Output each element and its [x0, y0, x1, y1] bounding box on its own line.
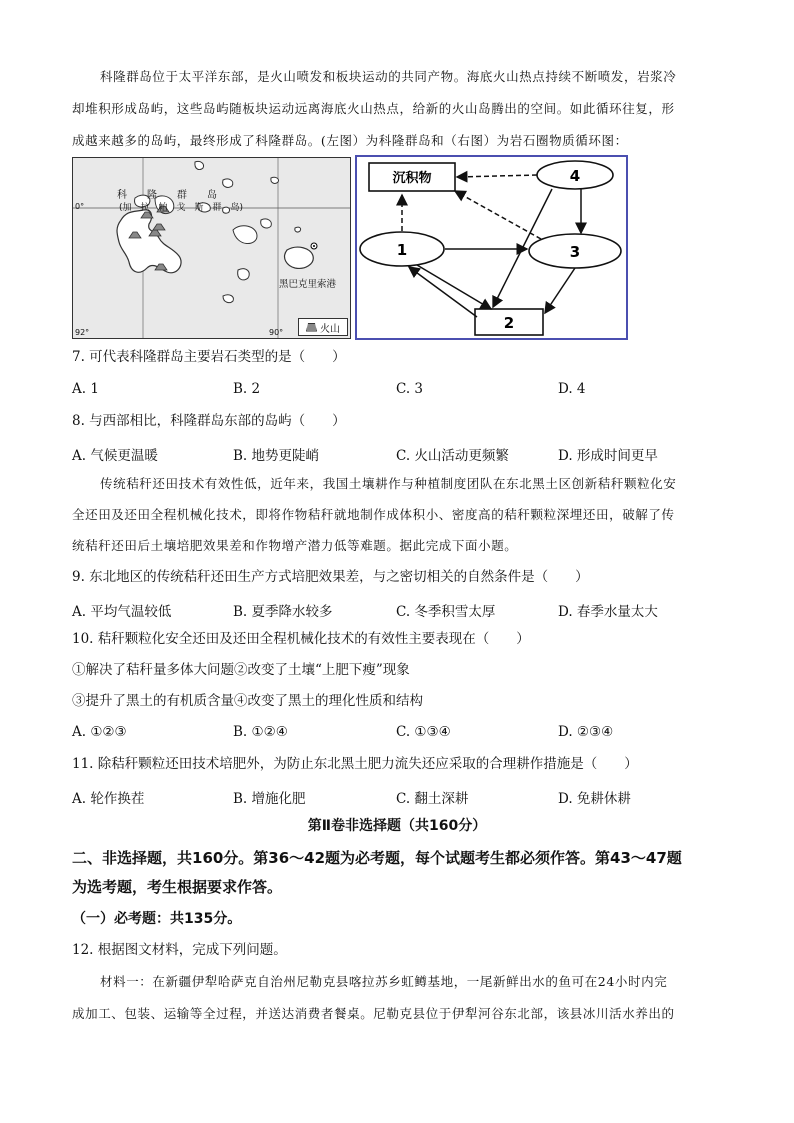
- map-subtitle: (加 拉 帕 戈 斯 群 岛): [119, 203, 244, 213]
- q12-material-line-1: 材料一：在新疆伊犁哈萨克自治州尼勒克县喀拉苏乡虹鳟基地，一尾新鲜出水的鱼可在24小时内完: [100, 974, 668, 989]
- q8-option-b[interactable]: B. 地势更陡峭: [233, 448, 320, 464]
- q12-material-line-2: 成加工、包装、运输等全过程，并送达消费者餐桌。尼勒克县位于伊犁河谷东北部，该县冰川活水养出的: [72, 1006, 675, 1021]
- lon-label-90: 90°: [269, 328, 284, 337]
- q7-stem: 7. 可代表科隆群岛主要岩石类型的是（ ）: [72, 349, 346, 365]
- q9-option-c[interactable]: C. 冬季积雪太厚: [396, 604, 496, 620]
- q8-option-a[interactable]: A. 气候更温暖: [72, 448, 158, 464]
- q8-option-c[interactable]: C. 火山活动更频繁: [396, 448, 509, 464]
- intro-line-3: 成越来越多的岛屿，最终形成了科隆群岛。(左图）为科隆群岛和（右图）为岩石圈物质循环图：: [72, 133, 628, 148]
- map-legend: [298, 318, 348, 336]
- galapagos-map: [72, 157, 351, 339]
- arrow-1-to-2: [417, 265, 491, 309]
- q9-option-a[interactable]: A. 平均气温较低: [72, 604, 172, 620]
- rock-cycle-diagram: [355, 155, 628, 340]
- passage2-line-3: 统秸秆还田后土壤培肥效果差和作物增产潜力低等难题。据此完成下面小题。: [72, 538, 518, 553]
- section2-intro-line-1: 二、非选择题，共160分。第36～42题为必考题，每个试题考生都必须作答。第43～47题: [72, 849, 682, 867]
- q10-option-b[interactable]: B. ①②④: [233, 724, 288, 740]
- passage2-line-2: 全还田及还田全程机械化技术，即将作物秸秆就地制作成体积小、密度高的秸秆颗粒深埋还田，破解了传: [72, 507, 675, 522]
- island-santa-cruz: [233, 226, 257, 244]
- island-isabela: [117, 210, 181, 273]
- lon-label-92: 92°: [75, 328, 90, 337]
- arrow-4-to-sediment: [457, 175, 537, 177]
- island-san-cristobal: [285, 247, 314, 268]
- q9-option-b[interactable]: B. 夏季降水较多: [233, 604, 333, 620]
- island-north-2: [223, 179, 233, 187]
- q11-option-c[interactable]: C. 翻土深耕: [396, 791, 469, 807]
- section2-sub1: （一）必考题：共135分。: [72, 911, 242, 927]
- intro-line-1: 科隆群岛位于太平洋东部，是火山喷发和板块运动的共同产物。海底火山热点持续不断喷发，岩浆冷: [100, 69, 677, 84]
- q9-stem: 9. 东北地区的传统秸秆还田生产方式培肥效果差，与之密切相关的自然条件是（ ）: [72, 569, 589, 585]
- island-north-1: [195, 161, 204, 169]
- arrow-3-to-sediment: [455, 191, 541, 239]
- island-small-e: [295, 227, 301, 232]
- section2-intro-line-2: 为选考题，考生根据要求作答。: [72, 878, 283, 896]
- passage2-line-1: 传统秸秆还田技术有效性低，近年来，我国土壤耕作与种植制度团队在东北黑土区创新秸秆颗粒化安: [100, 476, 677, 491]
- q10-stem: 10. 秸秆颗粒化安全还田及还田全程机械化技术的有效性主要表现在（ ）: [72, 631, 530, 647]
- node-2-label: 2: [503, 314, 515, 332]
- q10-statement-line-2: ③提升了黑土的有机质含量④改变了黑土的理化性质和结构: [72, 693, 423, 709]
- volcano-legend-icon: [306, 323, 317, 332]
- map-title: 科 隆 群 岛: [117, 190, 217, 201]
- node-1-label: 1: [396, 241, 408, 259]
- q10-option-d[interactable]: D. ②③④: [558, 724, 614, 740]
- q11-option-d[interactable]: D. 免耕休耕: [558, 791, 631, 807]
- q12-stem: 12. 根据图文材料，完成下列问题。: [72, 942, 287, 958]
- island-south: [223, 295, 233, 303]
- island-floreana: [238, 269, 250, 280]
- q7-option-a[interactable]: A. 1: [72, 381, 99, 397]
- section2-title: 第Ⅱ卷非选择题（共160分）: [307, 818, 487, 834]
- q10-option-a[interactable]: A. ①②③: [72, 724, 127, 740]
- cycle-canvas: [357, 157, 626, 338]
- q9-option-d[interactable]: D. 春季水量太大: [558, 604, 658, 620]
- island-santa-fe: [261, 219, 272, 228]
- island-north-3: [271, 177, 279, 183]
- arrow-3-to-2: [545, 268, 575, 313]
- q7-option-b[interactable]: B. 2: [233, 381, 261, 397]
- q11-option-a[interactable]: A. 轮作换茬: [72, 791, 145, 807]
- port-label: 黑巴克里索港: [279, 279, 337, 290]
- node-3-label: 3: [569, 243, 581, 261]
- q11-stem: 11. 除秸秆颗粒还田技术培肥外，为防止东北黑土肥力流失还应采取的合理耕作措施是（ ）: [72, 756, 638, 772]
- arrow-2-to-1: [409, 267, 477, 317]
- q11-option-b[interactable]: B. 增施化肥: [233, 791, 306, 807]
- sediment-label: 沉积物: [392, 171, 432, 186]
- q7-option-c[interactable]: C. 3: [396, 381, 424, 397]
- q7-option-d[interactable]: D. 4: [558, 381, 586, 397]
- q8-stem: 8. 与西部相比，科隆群岛东部的岛屿（ ）: [72, 413, 346, 429]
- intro-line-2: 却堆积形成岛屿，这些岛屿随板块运动远离海底火山热点，给新的火山岛腾出的空间。如此循环往复，形: [72, 101, 675, 116]
- q8-option-d[interactable]: D. 形成时间更早: [558, 448, 658, 464]
- equator-label: 0°: [75, 202, 85, 211]
- node-4-label: 4: [569, 167, 581, 185]
- q10-statement-line-1: ①解决了秸秆量多体大问题②改变了土壤“上肥下瘦”现象: [72, 662, 410, 678]
- q10-option-c[interactable]: C. ①③④: [396, 724, 451, 740]
- legend-label: 火山: [320, 323, 340, 335]
